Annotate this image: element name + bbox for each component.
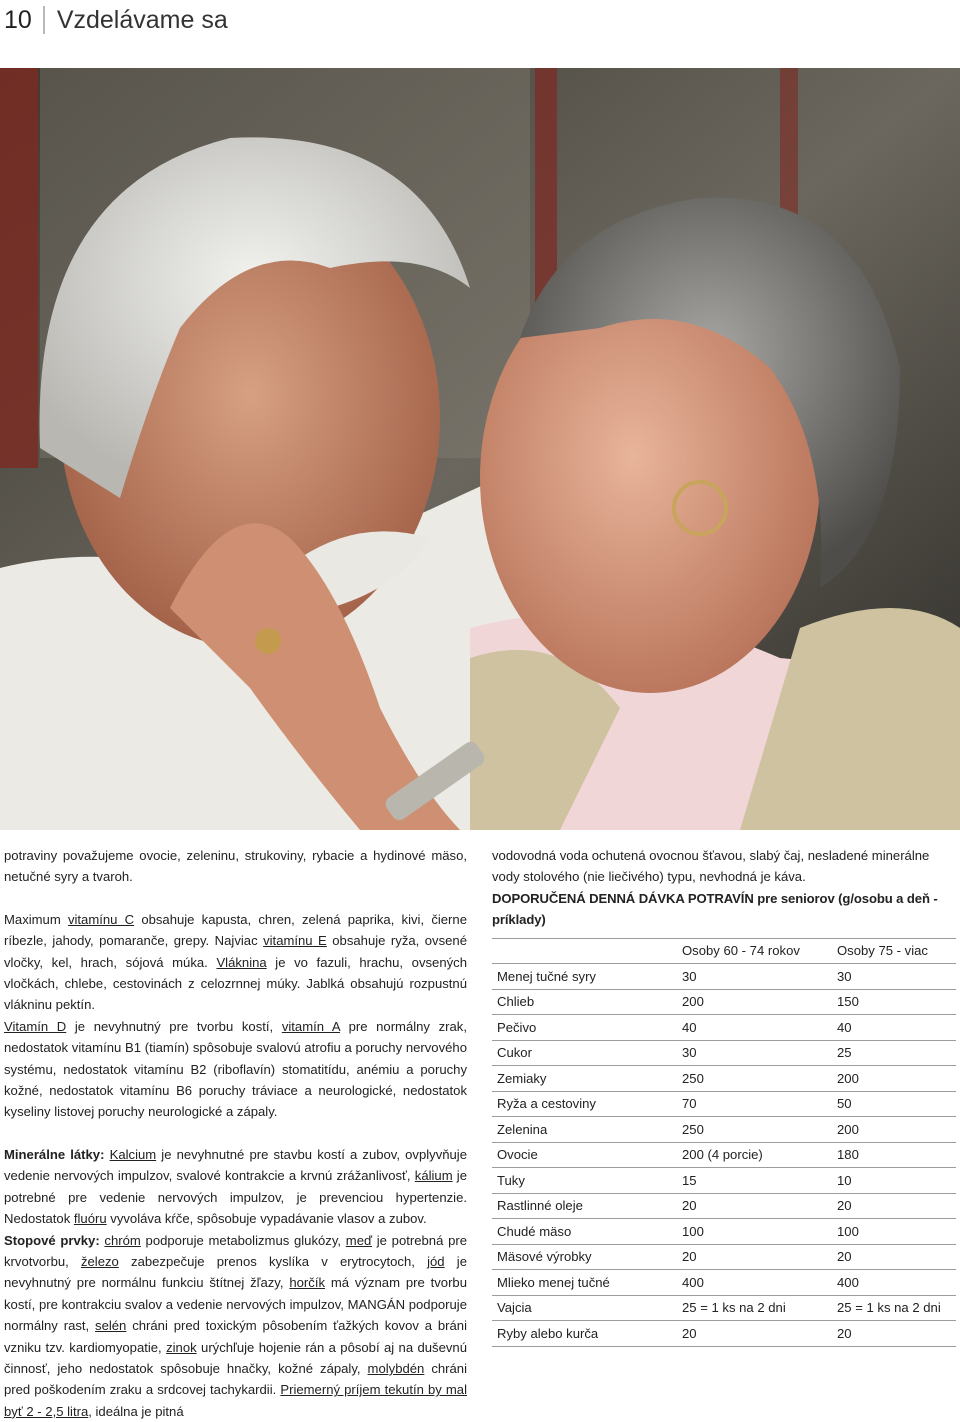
- amount-75-plus-cell: 200: [832, 1117, 956, 1143]
- text: vyvoláva kŕče, spôsobuje vypadávanie vlasov a zubov.: [107, 1211, 427, 1226]
- term: Priemerný príjem tekutín by mal byť 2 - 2,5 litra: [4, 1382, 467, 1418]
- text: je nevyhnutný pre tvorbu kostí,: [66, 1019, 282, 1034]
- paragraph-vitamins: [4, 909, 467, 1016]
- term: Vláknina: [216, 955, 266, 970]
- food-name-cell: Rastlinné oleje: [492, 1193, 677, 1219]
- text: je potrebné pre vedenie nervových impulzov, je prevenciou hypertenzie. Nedostatok: [4, 1168, 467, 1226]
- section-title: Vzdelávame sa: [57, 6, 228, 35]
- term: horčík: [289, 1275, 325, 1290]
- heading: Stopové prvky:: [4, 1233, 100, 1248]
- term: molybdén: [368, 1361, 425, 1376]
- food-name-cell: Zemiaky: [492, 1066, 677, 1092]
- table-row: [492, 1244, 956, 1270]
- amount-60-74-cell: 25 = 1 ks na 2 dni: [677, 1295, 832, 1321]
- table-row: [492, 1066, 956, 1092]
- right-column: [492, 845, 958, 1347]
- table-title: [492, 888, 958, 931]
- table-row: [492, 1117, 956, 1143]
- amount-75-plus-cell: 180: [832, 1142, 956, 1168]
- table-header-row: [492, 938, 956, 964]
- amount-75-plus-cell: 20: [832, 1193, 956, 1219]
- text: zabezpečuje prenos kyslíka v erytrocytoch,: [119, 1254, 427, 1269]
- paragraph-minerals: [4, 1144, 467, 1230]
- food-name-cell: Tuky: [492, 1168, 677, 1194]
- food-name-cell: Mlieko menej tučné: [492, 1270, 677, 1296]
- amount-75-plus-cell: 25: [832, 1040, 956, 1066]
- amount-75-plus-cell: 40: [832, 1015, 956, 1041]
- food-name-cell: Pečivo: [492, 1015, 677, 1041]
- term: jód: [427, 1254, 444, 1269]
- paragraph: vodovodná voda ochutená ovocnou šťavou, slabý čaj, nesladené minerálne vody stolového (nie liečivého) typu, nevhodná je káva.: [492, 845, 958, 888]
- amount-75-plus-cell: 20: [832, 1321, 956, 1347]
- table-row: [492, 1091, 956, 1117]
- amount-60-74-cell: 15: [677, 1168, 832, 1194]
- page-number: 10: [4, 6, 32, 35]
- term: chróm: [104, 1233, 140, 1248]
- amount-75-plus-cell: 50: [832, 1091, 956, 1117]
- food-name-cell: Ryby alebo kurča: [492, 1321, 677, 1347]
- food-name-cell: Zelenina: [492, 1117, 677, 1143]
- term: zinok: [166, 1340, 197, 1355]
- paragraph-vitamin-d: [4, 1016, 467, 1123]
- amount-60-74-cell: 250: [677, 1117, 832, 1143]
- food-name-cell: Menej tučné syry: [492, 964, 677, 990]
- text: je nevyhnutné pre stavbu kostí a zubov, ovplyvňuje vedenie nervových impulzov, svalové kontrakcie a krvnú zrážanlivosť,: [4, 1147, 467, 1183]
- text: je vo fazuli, hrachu, ovsených vločkách, chlebe, cestovinách z celozrnnej múky. Jablká obsahujú rozpustnú vlákninu pektín.: [4, 955, 467, 1013]
- text: urýchľuje hojenie rán a pôsobí aj na duševnú činnosť, jeho nedostatok spôsobuje hnačky, kožné zápaly,: [4, 1340, 467, 1376]
- table-row: [492, 989, 956, 1015]
- term: vitamínu E: [263, 933, 327, 948]
- table-row: [492, 1015, 956, 1041]
- amount-60-74-cell: 40: [677, 1015, 832, 1041]
- heading: Minerálne látky:: [4, 1147, 104, 1162]
- header-divider: [43, 6, 45, 34]
- column-header: Osoby 75 - viac: [832, 938, 956, 964]
- amount-75-plus-cell: 30: [832, 964, 956, 990]
- table-row: [492, 1295, 956, 1321]
- amount-60-74-cell: 30: [677, 1040, 832, 1066]
- food-name-cell: Mäsové výrobky: [492, 1244, 677, 1270]
- table-row: [492, 1040, 956, 1066]
- term: železo: [81, 1254, 119, 1269]
- food-name-cell: Ryža a cestoviny: [492, 1091, 677, 1117]
- left-column: [4, 845, 467, 1422]
- amount-60-74-cell: 200: [677, 989, 832, 1015]
- amount-75-plus-cell: 400: [832, 1270, 956, 1296]
- term: selén: [95, 1318, 126, 1333]
- text: je potrebná pre krvotvorbu,: [4, 1233, 467, 1269]
- amount-60-74-cell: 250: [677, 1066, 832, 1092]
- text: má význam pre tvorbu kostí, pre kontrakciu svalov a vedenie nervových impulzov, MANGÁN podporuje normálny rast,: [4, 1275, 467, 1333]
- amount-75-plus-cell: 10: [832, 1168, 956, 1194]
- table-row: [492, 1270, 956, 1296]
- amount-75-plus-cell: 150: [832, 989, 956, 1015]
- amount-60-74-cell: 20: [677, 1321, 832, 1347]
- amount-75-plus-cell: 200: [832, 1066, 956, 1092]
- text: Maximum: [4, 912, 68, 927]
- amount-60-74-cell: 100: [677, 1219, 832, 1245]
- term: Kalcium: [110, 1147, 157, 1162]
- food-name-cell: Vajcia: [492, 1295, 677, 1321]
- table-row: [492, 1193, 956, 1219]
- amount-75-plus-cell: 100: [832, 1219, 956, 1245]
- term: vitamínu C: [68, 912, 134, 927]
- food-table: [492, 938, 956, 1347]
- term: meď: [346, 1233, 372, 1248]
- column-header: Osoby 60 - 74 rokov: [677, 938, 832, 964]
- paragraph: potraviny považujeme ovocie, zeleninu, strukoviny, rybacie a hydinové mäso, netučné syry a tvaroh.: [4, 845, 467, 888]
- amount-75-plus-cell: 25 = 1 ks na 2 dni: [832, 1295, 956, 1321]
- term: kálium: [415, 1168, 453, 1183]
- table-row: [492, 1168, 956, 1194]
- text: podporuje metabolizmus glukózy,: [141, 1233, 346, 1248]
- amount-60-74-cell: 70: [677, 1091, 832, 1117]
- text: chráni pred poškodením zraku a srdcovej tachykardii.: [4, 1361, 467, 1397]
- text: obsahuje kapusta, chren, zelená paprika, kivi, čierne ríbezle, jahody, pomaranče, grepy. Najviac: [4, 912, 467, 948]
- page-header: [4, 0, 228, 40]
- amount-60-74-cell: 20: [677, 1244, 832, 1270]
- term: fluóru: [74, 1211, 107, 1226]
- amount-60-74-cell: 400: [677, 1270, 832, 1296]
- table-row: [492, 964, 956, 990]
- table-row: [492, 1321, 956, 1347]
- text: chráni pred toxickým pôsobením ťažkých kovov a bráni vzniku tzv. kardiomyopatie,: [4, 1318, 467, 1354]
- food-name-cell: Cukor: [492, 1040, 677, 1066]
- amount-60-74-cell: 30: [677, 964, 832, 990]
- text: pre normálny zrak, nedostatok vitamínu B1 (tiamín) spôsobuje svalovú atrofiu a poruchy nervového systému, nedostatok vitamínu B2 (riboflavín) stomatitídu, anémiu a poruchy kožné, nedostatok vitamínu B6 poruchy tráviace a neurologické, nedostatok kyseliny listovej poruchy neurologické a zápaly.: [4, 1019, 467, 1120]
- text: , ideálna je pitná: [88, 1404, 183, 1419]
- paragraph-trace-elements: [4, 1230, 467, 1422]
- column-header: [492, 938, 677, 964]
- amount-75-plus-cell: 20: [832, 1244, 956, 1270]
- amount-60-74-cell: 200 (4 porcie): [677, 1142, 832, 1168]
- table-title-caps: DOPORUČENÁ DENNÁ DÁVKA POTRAVÍN: [492, 891, 754, 906]
- food-name-cell: Chudé mäso: [492, 1219, 677, 1245]
- amount-60-74-cell: 20: [677, 1193, 832, 1219]
- text: je nevyhnutný pre normálnu funkciu štítnej žľazy,: [4, 1254, 467, 1290]
- text: obsahuje ryža, ovsené vločky, kel, hrach, sójová múka.: [4, 933, 467, 969]
- photo-elderly-couple: [0, 68, 960, 830]
- table-row: [492, 1219, 956, 1245]
- food-name-cell: Ovocie: [492, 1142, 677, 1168]
- term: vitamín A: [282, 1019, 340, 1034]
- table-title-rest: pre seniorov (g/osobu a deň - príklady): [492, 891, 938, 927]
- table-row: [492, 1142, 956, 1168]
- term: Vitamín D: [4, 1019, 66, 1034]
- food-name-cell: Chlieb: [492, 989, 677, 1015]
